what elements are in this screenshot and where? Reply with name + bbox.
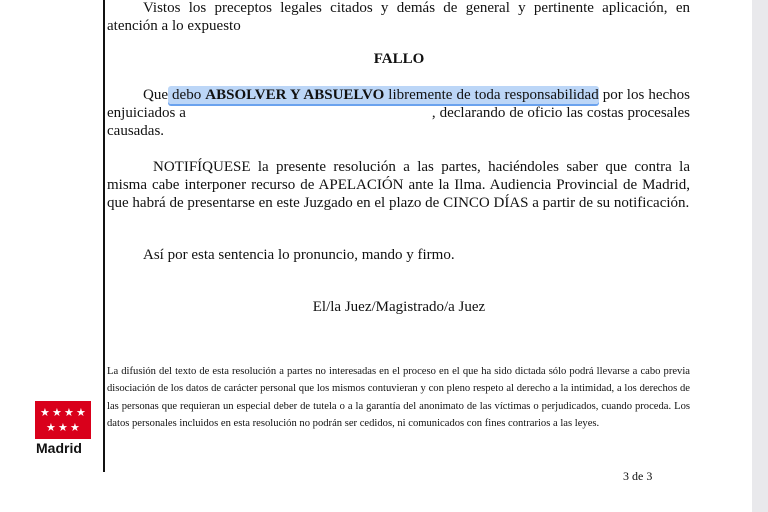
star-icon: ★ — [76, 406, 86, 419]
viewer-side-margin — [752, 0, 768, 512]
fallo-responsabilidad: libremente de toda responsabilidad — [388, 87, 599, 103]
judge-signature-line: El/la Juez/Magistrado/a Juez — [312, 299, 486, 315]
star-icon: ★ — [70, 421, 80, 434]
fallo-debo: debo — [172, 87, 202, 103]
madrid-logo-text: Madrid — [36, 440, 82, 456]
intro-paragraph: Vistos los preceptos legales citados y demás de general y pertinente aplicación, en atención a lo expuesto — [107, 0, 690, 34]
star-icon: ★ — [46, 421, 56, 434]
fallo-que: Que — [143, 87, 168, 103]
star-icon: ★ — [52, 406, 62, 419]
fallo-absolver: ABSOLVER Y ABSUELVO — [205, 87, 385, 103]
star-icon: ★ — [64, 406, 74, 419]
page-number: 3 de 3 — [623, 469, 653, 483]
notifiquese-paragraph: NOTIFÍQUESE la presente resolución a las partes, haciéndoles saber que contra la misma cabe interponer recurso de APELACIÓN ante la Ilma. Audiencia Provincial de Madrid, que habrá de presentarse en este Juzgado en el plazo de CINCO DÍAS a partir de su notificación. — [107, 159, 690, 211]
star-icon: ★ — [40, 406, 50, 419]
sentencia-paragraph: Así por esta sentencia lo pronuncio, mando y firmo. — [143, 247, 455, 263]
star-icon: ★ — [58, 421, 68, 434]
fallo-heading: FALLO — [373, 51, 425, 67]
fallo-paragraph — [107, 86, 690, 140]
margin-rule — [103, 0, 105, 472]
fallo-declarando: , declarando de oficio las costas procesales causadas. — [107, 105, 690, 139]
madrid-logo — [35, 401, 91, 439]
text-selection-highlight[interactable] — [168, 86, 599, 104]
fallo-hechos: por los hechos enjuiciados a — [107, 87, 690, 121]
privacy-notice: La difusión del texto de esta resolución a partes no interesadas en el proceso en el que ha sido dictada sólo podrá llevarse a cabo previa disociación de los datos de carácter personal que los mismos contuvieran y con pleno respeto al derecho a la intimidad, a los derechos de las personas que requieran un especial deber de tutela o a la garantía del anonimato de las víctimas o perjudicados, cuando proceda. Los datos personales incluidos en esta resolución no podrán ser cedidos, ni comunicados con fines contrarios a las leyes. — [107, 365, 690, 430]
